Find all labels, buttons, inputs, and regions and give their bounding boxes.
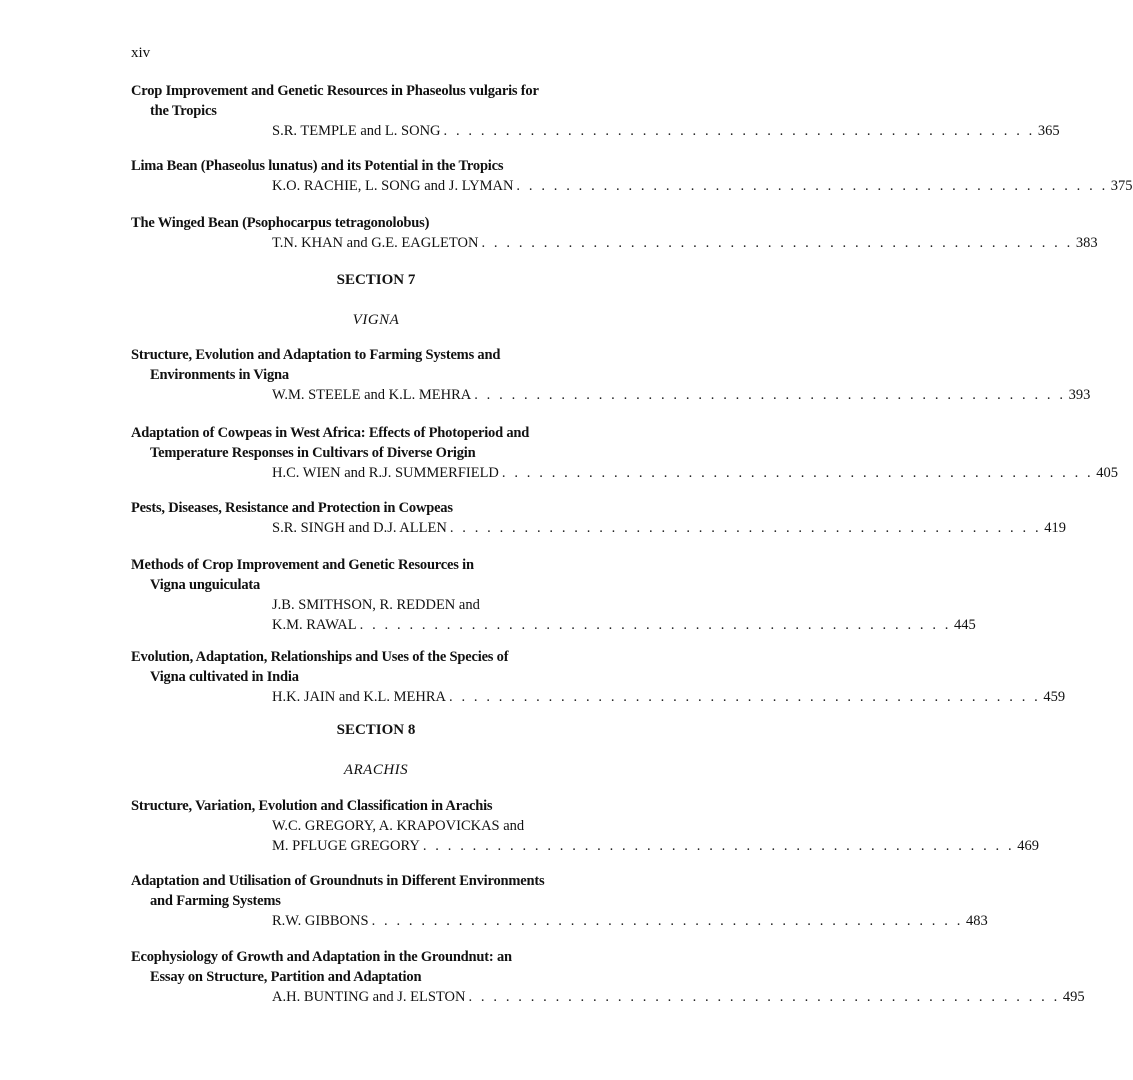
author-line [272,687,1066,707]
toc-entry [0,647,1066,707]
entry-authors: R.W. GIBBONS [272,913,369,929]
entry-title: Evolution, Adaptation, Relationships and Uses of the Species of Vigna cultivated in India [131,649,509,685]
author-line [272,816,622,836]
entry-page-number: 495 [1062,989,1085,1005]
author-line [272,463,1119,483]
section-subject: VIGNA [352,312,400,328]
toc-entry [0,423,1119,483]
toc-entry [0,498,1066,538]
author-line [272,121,1060,141]
toc-entry [0,81,1060,141]
entry-title: Lima Bean (Phaseolus lunatus) and its Potential in the Tropics [131,158,504,174]
entry-page-number: 459 [1043,689,1066,705]
entry-authors: T.N. KHAN and G.E. EAGLETON [272,235,479,251]
entry-authors: K.M. RAWAL [272,617,357,633]
dot-leader: . . . . . . . . . . . . . . . . . . . . . . . . . . . . . . . . . . . . . . . . . . . . . . . . [481,235,1073,251]
entry-title: Adaptation and Utilisation of Groundnuts in Different Environments and Farming Systems [131,873,545,909]
entry-page-number: 393 [1068,387,1091,403]
dot-leader: . . . . . . . . . . . . . . . . . . . . . . . . . . . . . . . . . . . . . . . . . . . . . . . . [443,123,1035,139]
entry-title: Ecophysiology of Growth and Adaptation in the Groundnut: an Essay on Structure, Partition and Adaptation [131,949,512,985]
toc-entry [0,947,1085,1007]
entry-title: Pests, Diseases, Resistance and Protection in Cowpeas [131,500,453,516]
dot-leader: . . . . . . . . . . . . . . . . . . . . . . . . . . . . . . . . . . . . . . . . . . . . . . . . [449,520,1042,536]
entry-title: Methods of Crop Improvement and Genetic Resources in Vigna unguiculata [131,557,474,593]
entry-title: Structure, Variation, Evolution and Classification in Arachis [131,798,493,814]
author-line [272,987,1085,1007]
dot-leader: . . . . . . . . . . . . . . . . . . . . . . . . . . . . . . . . . . . . . . . . . . . . . . . . [422,838,1015,854]
entry-page-number: 365 [1037,123,1060,139]
page-number: xiv [131,45,151,61]
author-line [272,911,988,931]
dot-leader: . . . . . . . . . . . . . . . . . . . . . . . . . . . . . . . . . . . . . . . . . . . . . . . . [371,913,963,929]
dot-leader: . . . . . . . . . . . . . . . . . . . . . . . . . . . . . . . . . . . . . . . . . . . . . . . . [474,387,1066,403]
entry-title: Structure, Evolution and Adaptation to Farming Systems and Environments in Vigna [131,347,501,383]
entry-page-number: 383 [1075,235,1098,251]
toc-entry [0,345,1091,405]
entry-page-number: 405 [1096,465,1119,481]
entry-page-number: 483 [965,913,988,929]
section-heading: SECTION 8 [336,722,416,738]
entry-title: The Winged Bean (Psophocarpus tetragonolobus) [131,215,430,231]
dot-leader: . . . . . . . . . . . . . . . . . . . . . . . . . . . . . . . . . . . . . . . . . . . . . . . . [501,465,1094,481]
entry-title: Adaptation of Cowpeas in West Africa: Effects of Photoperiod and Temperature Responses in Cultivars of Diverse Origin [131,425,530,461]
entry-page-number: 419 [1044,520,1066,536]
toc-entry [0,156,1133,196]
section-subject: ARACHIS [343,762,409,778]
entry-authors: H.K. JAIN and K.L. MEHRA [272,689,446,705]
dot-leader: . . . . . . . . . . . . . . . . . . . . . . . . . . . . . . . . . . . . . . . . . . . . . . . . [516,178,1108,194]
entry-authors: W.C. GREGORY, A. KRAPOVICKAS and [272,818,525,834]
toc-entry [0,796,1039,856]
author-line [272,233,1098,253]
author-line [272,385,1091,405]
entry-authors: W.M. STEELE and K.L. MEHRA [272,387,472,403]
entry-authors: H.C. WIEN and R.J. SUMMERFIELD [272,465,499,481]
dot-leader: . . . . . . . . . . . . . . . . . . . . . . . . . . . . . . . . . . . . . . . . . . . . . . . . [449,689,1041,705]
section-heading: SECTION 7 [336,272,416,288]
dot-leader: . . . . . . . . . . . . . . . . . . . . . . . . . . . . . . . . . . . . . . . . . . . . . . . . [468,989,1060,1005]
entry-authors: A.H. BUNTING and J. ELSTON [272,989,466,1005]
author-line [272,836,1039,856]
toc-entry [0,213,1098,253]
entry-authors: K.O. RACHIE, L. SONG and J. LYMAN [272,178,514,194]
entry-authors: S.R. TEMPLE and L. SONG [272,123,441,139]
author-line [272,615,976,635]
entry-authors: J.B. SMITHSON, R. REDDEN and [272,597,480,613]
entry-page-number: 375 [1110,178,1133,194]
author-line [272,595,622,615]
dot-leader: . . . . . . . . . . . . . . . . . . . . . . . . . . . . . . . . . . . . . . . . . . . . . . . . [359,617,952,633]
author-line [272,518,1066,538]
toc-entry [0,871,988,931]
toc-entry [0,555,976,635]
entry-authors: S.R. SINGH and D.J. ALLEN [272,520,447,536]
author-line [272,176,1133,196]
entry-title: Crop Improvement and Genetic Resources in Phaseolus vulgaris for the Tropics [131,83,539,119]
entry-authors: M. PFLUGE GREGORY [272,838,420,854]
entry-page-number: 469 [1017,838,1039,854]
entry-page-number: 445 [954,617,976,633]
